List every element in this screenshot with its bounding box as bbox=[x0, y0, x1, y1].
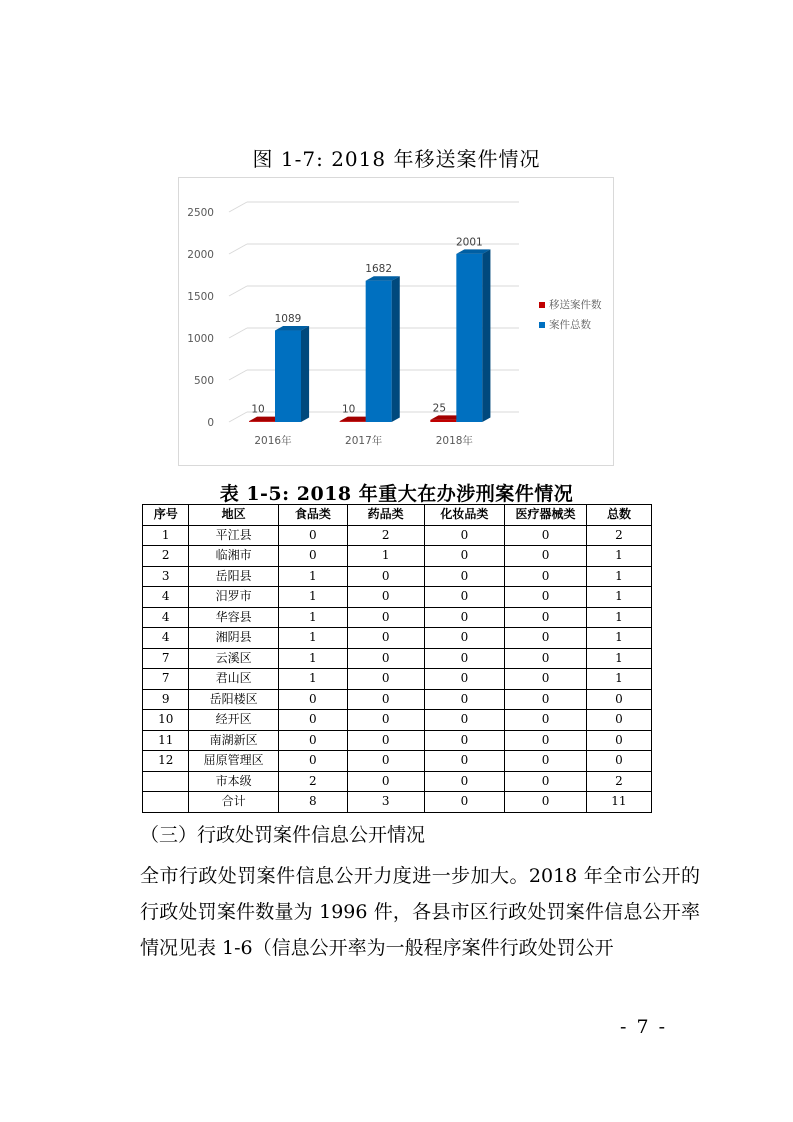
table-cell: 1 bbox=[278, 648, 347, 669]
table-cell: 0 bbox=[586, 710, 651, 731]
table-cell: 0 bbox=[505, 587, 587, 608]
header-cell: 医疗器械类 bbox=[505, 505, 587, 526]
table-cell: 4 bbox=[143, 628, 189, 649]
table-row bbox=[143, 607, 652, 628]
table-cell: 4 bbox=[143, 587, 189, 608]
table-row bbox=[143, 628, 652, 649]
y-tick-label: 1500 bbox=[187, 291, 214, 303]
table-cell: 0 bbox=[347, 730, 424, 751]
gridline-slant bbox=[229, 244, 247, 254]
table-cell: 合计 bbox=[189, 792, 279, 813]
data-label: 1089 bbox=[274, 313, 302, 326]
table-header-row bbox=[143, 505, 652, 526]
bar-side bbox=[301, 326, 309, 422]
bar bbox=[275, 331, 301, 422]
table-row bbox=[143, 525, 652, 546]
gridline-slant bbox=[229, 202, 247, 212]
table-cell: 12 bbox=[143, 751, 189, 772]
table-cell: 9 bbox=[143, 689, 189, 710]
table-cell: 1 bbox=[586, 587, 651, 608]
table-cell: 1 bbox=[278, 628, 347, 649]
table-cell: 10 bbox=[143, 710, 189, 731]
data-label: 10 bbox=[251, 403, 265, 416]
table-cell: 屈原管理区 bbox=[189, 751, 279, 772]
x-tick-label: 2016年 bbox=[254, 435, 292, 447]
table-cell: 2 bbox=[278, 771, 347, 792]
table-cell: 11 bbox=[586, 792, 651, 813]
cases-table bbox=[142, 504, 652, 813]
table-cell: 3 bbox=[143, 566, 189, 587]
table-cell: 0 bbox=[347, 648, 424, 669]
table-row bbox=[143, 751, 652, 772]
gridline-slant bbox=[229, 328, 247, 338]
table-cell: 11 bbox=[143, 730, 189, 751]
table-cell: 汨罗市 bbox=[189, 587, 279, 608]
table-cell: 0 bbox=[505, 525, 587, 546]
table-cell: 0 bbox=[347, 710, 424, 731]
bar-chart-svg bbox=[179, 178, 613, 465]
table-cell: 0 bbox=[505, 648, 587, 669]
table-row bbox=[143, 730, 652, 751]
bar bbox=[340, 421, 366, 422]
table-cell: 0 bbox=[505, 792, 587, 813]
y-tick-label: 500 bbox=[193, 375, 214, 387]
table-cell: 7 bbox=[143, 648, 189, 669]
table-cell: 1 bbox=[278, 566, 347, 587]
table-cell: 4 bbox=[143, 607, 189, 628]
table-cell: 2 bbox=[586, 771, 651, 792]
table-cell: 1 bbox=[586, 566, 651, 587]
table-cell: 0 bbox=[424, 751, 505, 772]
data-label: 10 bbox=[341, 403, 356, 416]
table-cell: 平江县 bbox=[189, 525, 279, 546]
table-cell: 0 bbox=[424, 525, 505, 546]
data-label: 2001 bbox=[455, 236, 483, 249]
gridline-slant bbox=[229, 370, 247, 380]
table-cell: 0 bbox=[424, 792, 505, 813]
table-cell: 君山区 bbox=[189, 669, 279, 690]
table-cell: 7 bbox=[143, 669, 189, 690]
table-body bbox=[143, 525, 652, 812]
bar-chart bbox=[178, 177, 614, 466]
table-cell: 0 bbox=[505, 607, 587, 628]
body-paragraph: 全市行政处罚案件信息公开力度进一步加大。2018 年全市公开的行政处罚案件数量为 1996 件，各县市区行政处罚案件信息公开率情况见表 1-6（信息公开率为一般程序案件行政处罚公开 bbox=[140, 865, 700, 959]
table-cell: 1 bbox=[143, 525, 189, 546]
y-tick-label: 2500 bbox=[187, 207, 214, 219]
figure-title: 图 1-7: 2018 年移送案件情况 bbox=[252, 147, 541, 171]
table-cell: 岳阳县 bbox=[189, 566, 279, 587]
table-cell: 0 bbox=[586, 689, 651, 710]
data-label: 25 bbox=[432, 402, 447, 415]
table-cell: 1 bbox=[586, 648, 651, 669]
table-row bbox=[143, 792, 652, 813]
table-row bbox=[143, 689, 652, 710]
table-cell: 3 bbox=[347, 792, 424, 813]
section-heading: （三）行政处罚案件信息公开情况 bbox=[140, 824, 426, 846]
table-cell: 0 bbox=[347, 628, 424, 649]
table-cell: 0 bbox=[505, 730, 587, 751]
table-cell: 0 bbox=[424, 566, 505, 587]
table-cell: 1 bbox=[278, 607, 347, 628]
table-cell: 市本级 bbox=[189, 771, 279, 792]
x-tick-label: 2018年 bbox=[435, 435, 473, 447]
bar-side bbox=[392, 276, 400, 422]
table-cell: 0 bbox=[278, 689, 347, 710]
table-cell: 0 bbox=[424, 587, 505, 608]
table-cell: 0 bbox=[347, 689, 424, 710]
table-cell: 0 bbox=[586, 730, 651, 751]
table-cell: 1 bbox=[278, 669, 347, 690]
header-cell: 总数 bbox=[586, 505, 651, 526]
table-cell: 0 bbox=[278, 751, 347, 772]
legend-label: 案件总数 bbox=[549, 319, 591, 331]
table-cell: 2 bbox=[143, 546, 189, 567]
table-cell: 0 bbox=[347, 566, 424, 587]
table-cell: 0 bbox=[505, 546, 587, 567]
table-cell: 1 bbox=[586, 607, 651, 628]
bar bbox=[249, 421, 275, 422]
table-cell: 0 bbox=[347, 751, 424, 772]
table-row bbox=[143, 648, 652, 669]
data-label: 1682 bbox=[365, 263, 393, 276]
table-cell: 临湘市 bbox=[189, 546, 279, 567]
table-cell: 0 bbox=[505, 710, 587, 731]
table-row bbox=[143, 546, 652, 567]
table-cell: 0 bbox=[505, 689, 587, 710]
table-cell: 0 bbox=[347, 607, 424, 628]
table-row bbox=[143, 669, 652, 690]
table-title: 表 1-5: 2018 年重大在办涉刑案件情况 bbox=[219, 483, 574, 505]
table-cell: 0 bbox=[505, 669, 587, 690]
legend-swatch bbox=[539, 302, 545, 308]
table-cell: 0 bbox=[505, 628, 587, 649]
table-cell: 0 bbox=[424, 689, 505, 710]
table-row bbox=[143, 587, 652, 608]
table-cell: 0 bbox=[424, 730, 505, 751]
legend-label: 移送案件数 bbox=[549, 299, 602, 311]
table-cell: 0 bbox=[424, 607, 505, 628]
table-cell: 0 bbox=[347, 587, 424, 608]
table-cell bbox=[143, 792, 189, 813]
table-cell: 1 bbox=[586, 546, 651, 567]
table-cell: 经开区 bbox=[189, 710, 279, 731]
header-cell: 地区 bbox=[189, 505, 279, 526]
table-cell: 2 bbox=[586, 525, 651, 546]
table-cell: 0 bbox=[347, 669, 424, 690]
table-cell: 0 bbox=[505, 751, 587, 772]
table-cell: 1 bbox=[347, 546, 424, 567]
table-cell: 湘阴县 bbox=[189, 628, 279, 649]
header-cell: 化妆品类 bbox=[424, 505, 505, 526]
table-row bbox=[143, 710, 652, 731]
table-cell: 1 bbox=[586, 669, 651, 690]
table-cell: 0 bbox=[586, 751, 651, 772]
bar bbox=[366, 281, 392, 422]
table-cell: 0 bbox=[278, 710, 347, 731]
y-tick-label: 1000 bbox=[187, 333, 214, 345]
table-cell: 1 bbox=[586, 628, 651, 649]
header-cell: 序号 bbox=[143, 505, 189, 526]
table-cell: 0 bbox=[424, 546, 505, 567]
table-cell: 岳阳楼区 bbox=[189, 689, 279, 710]
gridline-slant bbox=[229, 412, 247, 422]
bar-side bbox=[482, 249, 490, 422]
table-cell: 0 bbox=[424, 771, 505, 792]
table-cell: 1 bbox=[278, 587, 347, 608]
legend-swatch bbox=[539, 322, 545, 328]
table-cell: 0 bbox=[424, 710, 505, 731]
y-tick-label: 2000 bbox=[187, 249, 214, 261]
table-cell: 0 bbox=[424, 648, 505, 669]
table-cell: 0 bbox=[424, 669, 505, 690]
x-tick-label: 2017年 bbox=[345, 435, 383, 447]
table-cell: 云溪区 bbox=[189, 648, 279, 669]
table-cell: 华容县 bbox=[189, 607, 279, 628]
table-row bbox=[143, 566, 652, 587]
table-cell: 0 bbox=[278, 525, 347, 546]
table-cell: 2 bbox=[347, 525, 424, 546]
table-cell: 0 bbox=[278, 730, 347, 751]
table-cell: 8 bbox=[278, 792, 347, 813]
table-cell: 0 bbox=[278, 546, 347, 567]
gridline-slant bbox=[229, 286, 247, 296]
table-cell: 0 bbox=[347, 771, 424, 792]
table-cell: 0 bbox=[424, 628, 505, 649]
table-cell: 0 bbox=[505, 566, 587, 587]
table-row bbox=[143, 771, 652, 792]
bar bbox=[456, 254, 482, 422]
page-number: - 7 - bbox=[620, 1016, 668, 1038]
y-tick-label: 0 bbox=[207, 417, 214, 429]
table-cell: 南湖新区 bbox=[189, 730, 279, 751]
table-cell bbox=[143, 771, 189, 792]
bar bbox=[430, 420, 456, 422]
table-cell: 0 bbox=[505, 771, 587, 792]
header-cell: 药品类 bbox=[347, 505, 424, 526]
header-cell: 食品类 bbox=[278, 505, 347, 526]
